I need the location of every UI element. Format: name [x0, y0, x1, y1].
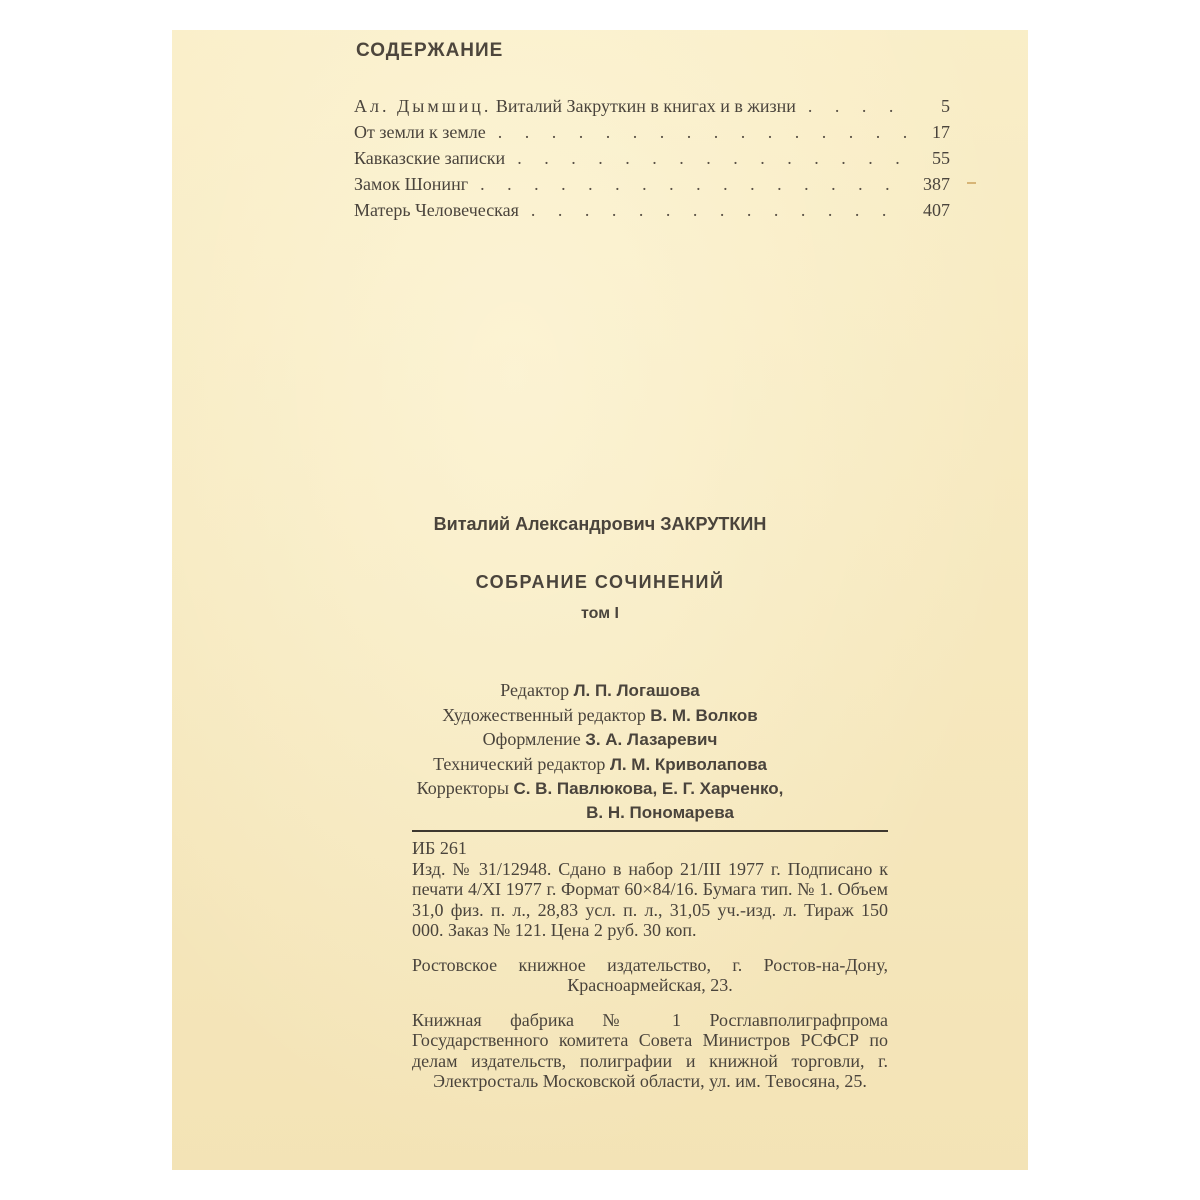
contents-item-page: 407: [923, 200, 950, 220]
contents-heading: СОДЕРЖАНИЕ: [356, 40, 504, 61]
credit-line: [172, 729, 1028, 754]
dot-leader: [796, 96, 910, 117]
imprint-publication-details: Изд. № 31/12948. Сдано в набор 21/III 1977 г. Подписано к печати 4/XI 1977 г. Формат 60×84/16. Бумага тип. № 1. Объем 31,0 физ. п. л., 28,83 усл. п. л., 31,05 уч.-изд. л. Тираж 150 000. Заказ № 121. Цена 2 руб. 30 коп.: [412, 858, 888, 940]
contents-item-page: 17: [932, 122, 950, 142]
contents-item-author: Ал. Дымшиц.: [354, 96, 492, 116]
contents-item-title: От земли к земле: [354, 122, 486, 142]
book-page: [172, 30, 1028, 1170]
imprint-block: [412, 838, 888, 1092]
contents-item: [354, 96, 950, 122]
credit-role: Технический редактор: [433, 753, 606, 774]
credit-role: Оформление: [482, 729, 581, 749]
dot-leader: [486, 122, 910, 143]
credit-person: Л. М. Криволапова: [609, 754, 767, 774]
credit-role: Художественный редактор: [442, 704, 646, 725]
paper-stain: [967, 182, 976, 184]
credit-person: В. М. Волков: [650, 705, 758, 725]
contents-item-page: 5: [941, 96, 950, 116]
contents-item: [354, 200, 950, 226]
credits-list: [172, 680, 1028, 827]
book-series-title: СОБРАНИЕ СОЧИНЕНИЙ: [475, 572, 725, 592]
imprint-publisher: Ростовское книжное издательство, г. Ростов-на-Дону, Красноармейская, 23.: [412, 954, 888, 995]
credit-line: [172, 705, 1028, 730]
dot-leader: [468, 174, 910, 195]
contents-item-title: Матерь Человеческая: [354, 200, 519, 220]
divider-rule: [412, 830, 888, 832]
contents-item-title: Виталий Закруткин в книгах и в жизни: [495, 96, 796, 116]
contents-item-page: 387: [923, 174, 950, 194]
credit-person-extra: В. Н. Пономарева: [586, 802, 734, 822]
credit-role: Корректоры: [416, 778, 509, 798]
dot-leader: [519, 200, 910, 221]
credit-line: [172, 778, 1028, 803]
contents-item-title: Замок Шонинг: [354, 174, 469, 194]
contents-item: [354, 174, 950, 200]
contents-item-title: Кавказские записки: [354, 148, 506, 168]
dot-leader: [505, 148, 910, 169]
imprint-printer: Книжная фабрика № 1 Росглавполиграфпрома Государственного комитета Совета Министров РСФСР по делам издательств, полиграфии и книжной торговли, г. Электросталь Московской области, ул. им. Тевосяна, 25.: [412, 1009, 888, 1091]
credit-line: [172, 680, 1028, 705]
imprint-ib-number: ИБ 261: [412, 838, 467, 858]
contents-item-page: 55: [932, 148, 950, 168]
credit-line: [172, 754, 1028, 779]
credit-person: З. А. Лазаревич: [585, 730, 718, 749]
contents-list: [354, 96, 950, 226]
book-volume: том I: [581, 605, 619, 622]
credit-role: Редактор: [500, 680, 570, 700]
credit-person: Л. П. Логашова: [573, 681, 700, 700]
book-author: Виталий Александрович ЗАКРУТКИН: [433, 514, 767, 534]
credit-person: С. В. Павлюкова, Е. Г. Харченко,: [513, 779, 784, 798]
contents-item: [354, 122, 950, 148]
contents-item: [354, 148, 950, 174]
